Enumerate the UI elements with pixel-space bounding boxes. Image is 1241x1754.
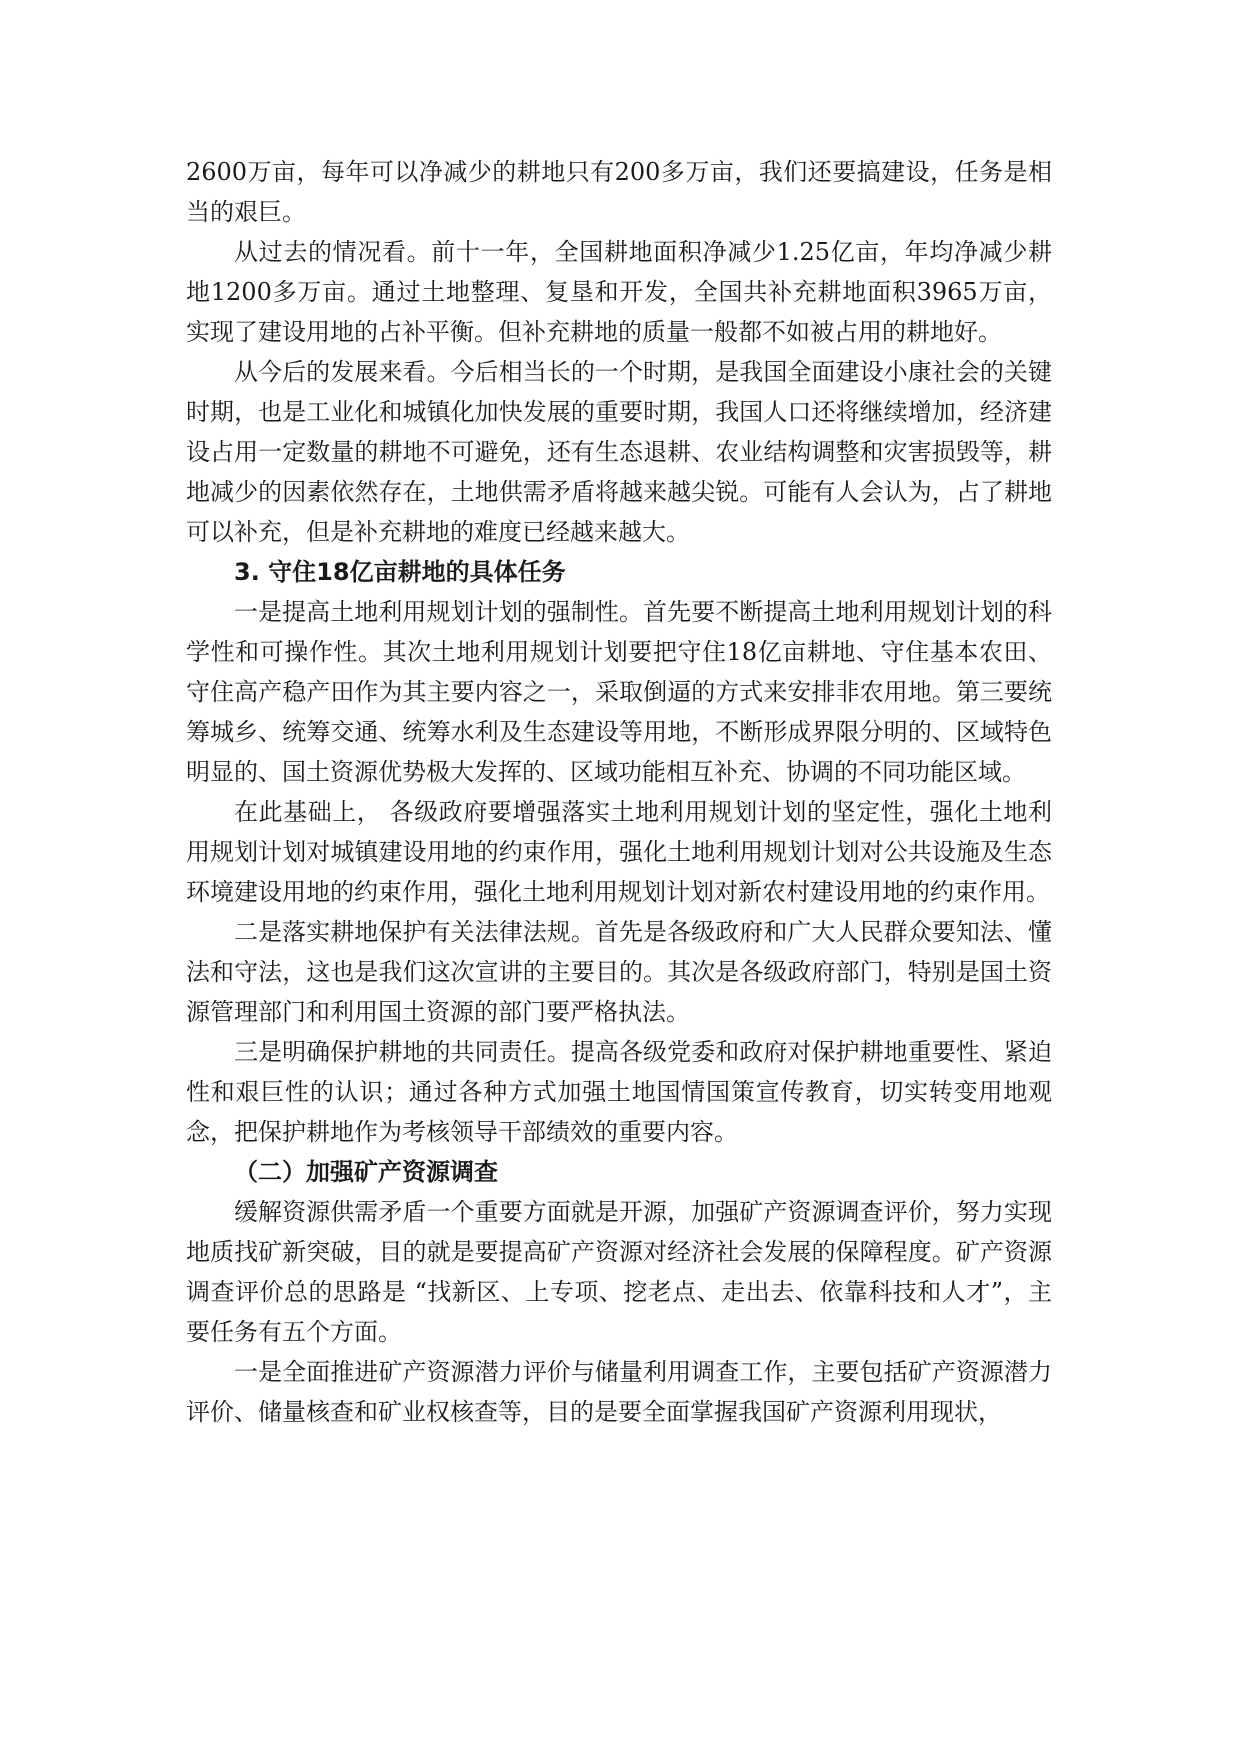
paragraph-1: 2600万亩，每年可以净减少的耕地只有200多万亩，我们还要搞建设，任务是相当的艰巨。	[186, 158, 1052, 226]
paragraph-9: 一是全面推进矿产资源潜力评价与储量利用调查工作，主要包括矿产资源潜力评价、储量核查和矿业权核查等，目的是要全面掌握我国矿产资源利用现状，	[186, 1358, 1052, 1426]
section-heading-3: 3. 守住18亿亩耕地的具体任务	[234, 558, 566, 586]
section-heading-2: （二）加强矿产资源调查	[234, 1158, 498, 1186]
paragraph-8: 缓解资源供需矛盾一个重要方面就是开源，加强矿产资源调查评价，努力实现地质找矿新突破，目的就是要提高矿产资源对经济社会发展的保障程度。矿产资源调查评价总的思路是 “找新区、上专项、挖老点、走出去、依靠科技和人才”，主要任务有五个方面。	[186, 1198, 1052, 1346]
paragraph-2: 从过去的情况看。前十一年，全国耕地面积净减少1.25亿亩，年均净减少耕地1200多万亩。通过土地整理、复垦和开发，全国共补充耕地面积3965万亩，实现了建设用地的占补平衡。但补充耕地的质量一般都不如被占用的耕地好。	[186, 238, 1052, 346]
paragraph-6: 二是落实耕地保护有关法律法规。首先是各级政府和广大人民群众要知法、懂法和守法，这也是我们这次宣讲的主要目的。其次是各级政府部门，特别是国土资源管理部门和利用国土资源的部门要严格执法。	[186, 918, 1052, 1026]
paragraph-4: 一是提高土地利用规划计划的强制性。首先要不断提高土地利用规划计划的科学性和可操作性。其次土地利用规划计划要把守住18亿亩耕地、守住基本农田、守住高产稳产田作为其主要内容之一，采取倒逼的方式来安排非农用地。第三要统筹城乡、统筹交通、统筹水利及生态建设等用地，不断形成界限分明的、区域特色明显的、国土资源优势极大发挥的、区域功能相互补充、协调的不同功能区域。	[186, 598, 1052, 786]
paragraph-3: 从今后的发展来看。今后相当长的一个时期，是我国全面建设小康社会的关键时期，也是工业化和城镇化加快发展的重要时期，我国人口还将继续增加，经济建设占用一定数量的耕地不可避免，还有生态退耕、农业结构调整和灾害损毁等，耕地减少的因素依然存在，土地供需矛盾将越来越尖锐。可能有人会认为，占了耕地可以补充，但是补充耕地的难度已经越来越大。	[186, 358, 1052, 546]
document-body	[186, 152, 1052, 1432]
paragraph-7: 三是明确保护耕地的共同责任。提高各级党委和政府对保护耕地重要性、紧迫性和艰巨性的认识；通过各种方式加强土地国情国策宣传教育，切实转变用地观念，把保护耕地作为考核领导干部绩效的重要内容。	[186, 1038, 1052, 1146]
paragraph-5: 在此基础上， 各级政府要增强落实土地利用规划计划的坚定性，强化土地利用规划计划对城镇建设用地的约束作用，强化土地利用规划计划对公共设施及生态环境建设用地的约束作用，强化土地利用规划计划对新农村建设用地的约束作用。	[186, 798, 1052, 906]
